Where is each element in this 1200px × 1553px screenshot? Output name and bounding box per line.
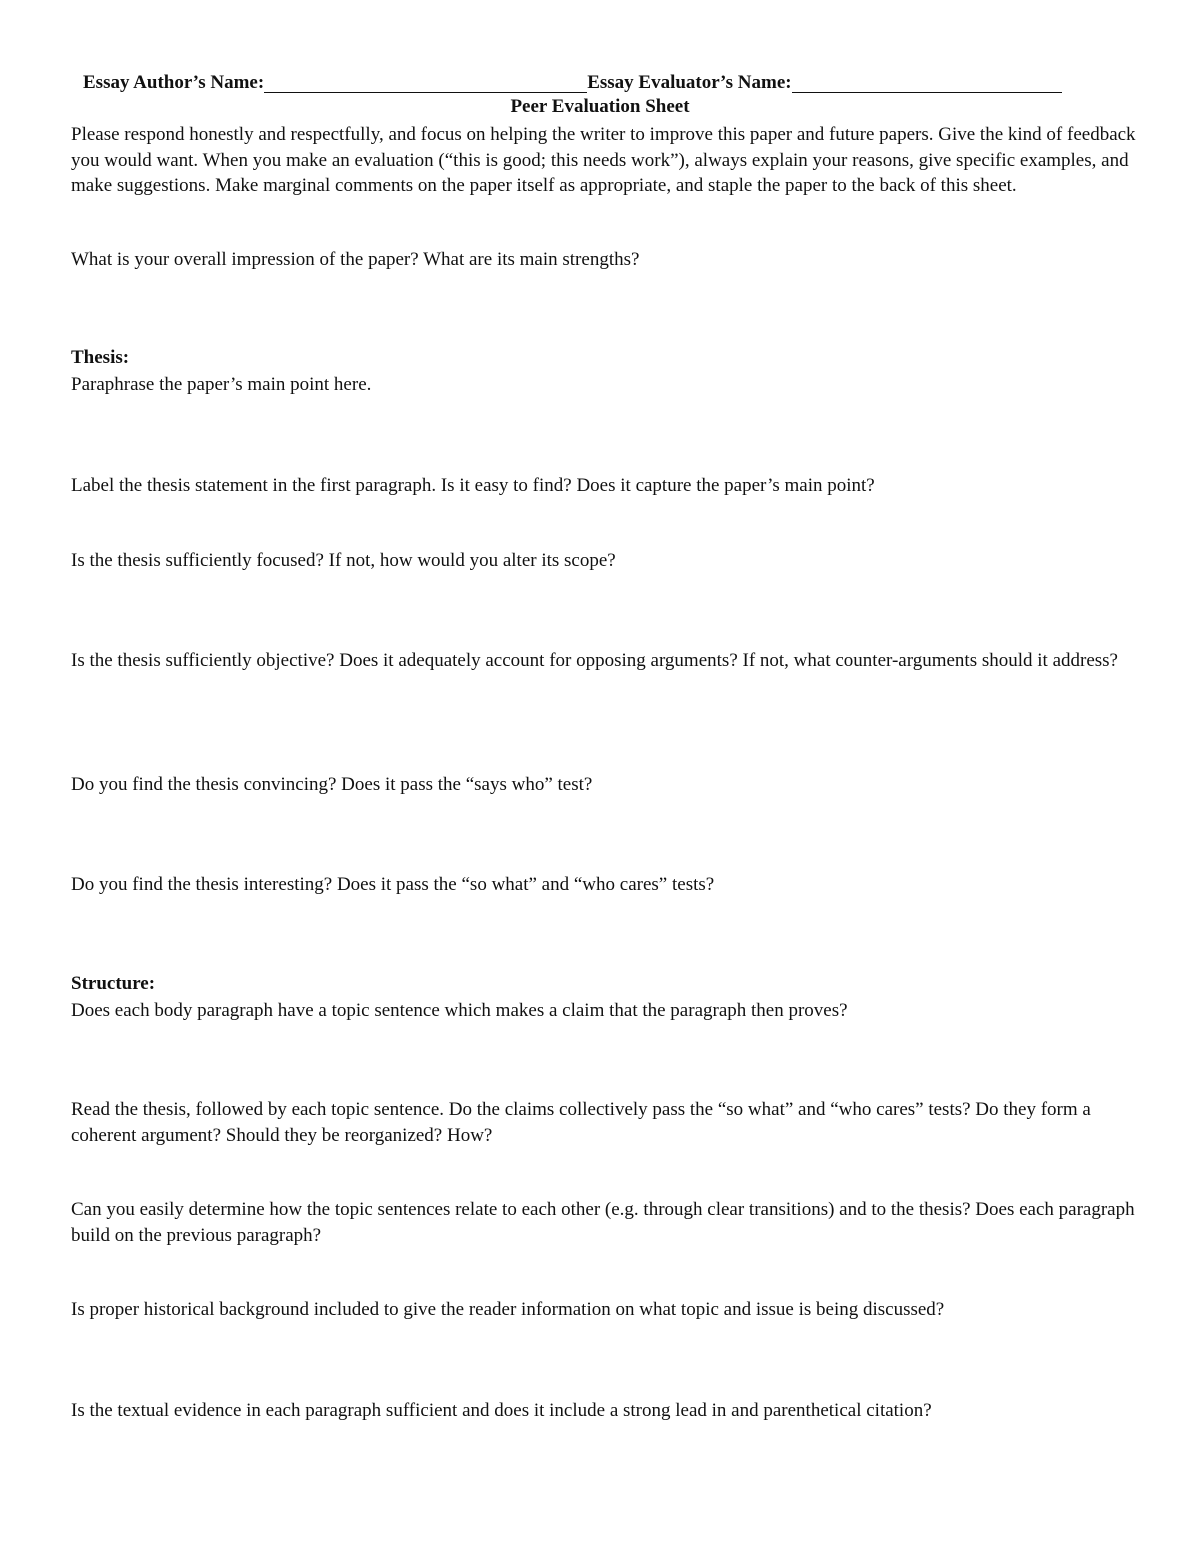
evaluator-name-label: Essay Evaluator’s Name: [587,72,792,93]
author-name-blank[interactable] [264,74,587,93]
question-overall-impression: What is your overall impression of the paper? What are its main strengths? [71,249,640,270]
question-structure-1: Does each body paragraph have a topic sentence which makes a claim that the paragraph then proves? [71,1000,848,1021]
question-thesis-4: Is the thesis sufficiently objective? Does it adequately account for opposing arguments? If not, what counter-arguments should it address? [71,650,1118,671]
page-title: Peer Evaluation Sheet [510,96,690,117]
question-structure-4: Is proper historical background included to give the reader information on what topic and issue is being discussed? [71,1299,945,1320]
question-thesis-1: Paraphrase the paper’s main point here. [71,374,372,395]
question-thesis-3: Is the thesis sufficiently focused? If not, how would you alter its scope? [71,550,616,571]
structure-heading: Structure: [71,973,156,994]
question-structure-2: Read the thesis, followed by each topic sentence. Do the claims collectively pass the “so what” and “who cares” tests? Do they form a coherent argument? Should they be reorganized? How? [71,1099,1091,1146]
name-fields-row [83,72,1123,94]
question-structure-3: Can you easily determine how the topic sentences relate to each other (e.g. through clear transitions) and to the thesis? Does each paragraph build on the previous paragraph? [71,1199,1135,1246]
question-thesis-2: Label the thesis statement in the first paragraph. Is it easy to find? Does it capture the paper’s main point? [71,475,875,496]
question-thesis-5: Do you find the thesis convincing? Does it pass the “says who” test? [71,774,593,795]
question-thesis-6: Do you find the thesis interesting? Does it pass the “so what” and “who cares” tests? [71,874,715,895]
instructions-paragraph: Please respond honestly and respectfully, and focus on helping the writer to improve this paper and future papers. Give the kind of feedback you would want. When you make an evaluation (“this is good; this needs work”), always explain your reasons, give specific examples, and make suggestions. Make marginal comments on the paper itself as appropriate, and staple the paper to the back of this sheet. [71,124,1136,196]
author-name-label: Essay Author’s Name: [83,72,265,93]
evaluator-name-blank[interactable] [792,74,1062,93]
question-structure-5: Is the textual evidence in each paragraph sufficient and does it include a strong lead in and parenthetical citation? [71,1400,932,1421]
thesis-heading: Thesis: [71,347,130,368]
